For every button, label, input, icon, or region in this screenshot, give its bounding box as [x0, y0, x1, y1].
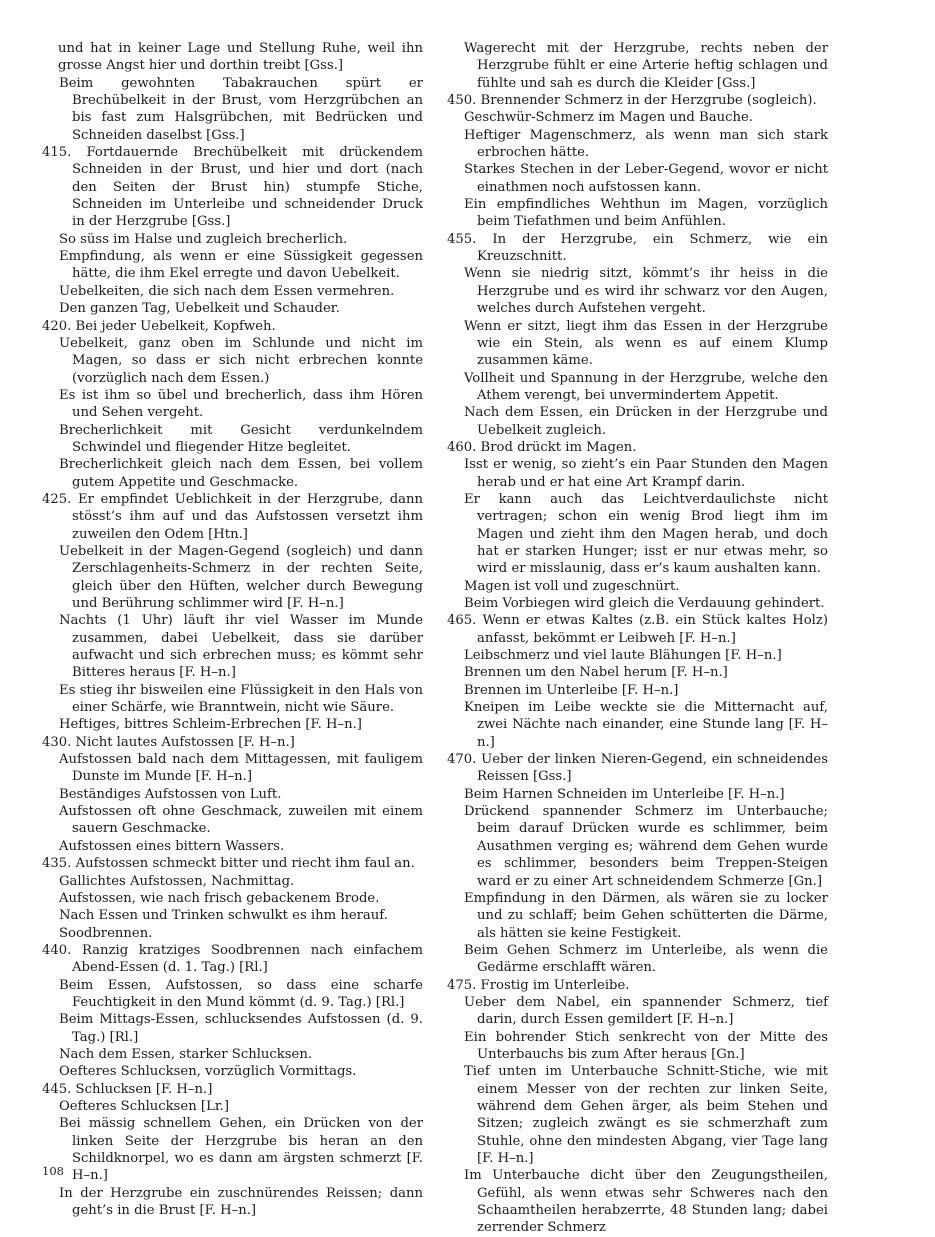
- symptom-entry: 465. Wenn er etwas Kaltes (z.B. ein Stück kaltes Holz) anfasst, bekömmt er Leibweh [F. H–n.]: [447, 613, 828, 646]
- symptom-entry: 445. Schlucksen [F. H–n.]: [42, 1081, 213, 1097]
- symptom-entry: Geschwür-Schmerz im Magen und Bauche.: [464, 110, 753, 126]
- symptom-entry: Er kann auch das Leichtverdaulichste nicht vertragen; schon ein wenig Brod liegt ihm im Magen und zieht ihm den Magen herab, und doch hat er starken Hunger; isst er nur etwas mehr, so wird er misslaunig, dass er’s kaum aushalten kann.: [464, 491, 828, 577]
- symptom-entry: Uebelkeit, ganz oben im Schlunde und nicht im Magen, so dass er sich nicht erbrechen konnte (vorzüglich nach dem Essen.): [59, 335, 423, 386]
- symptom-entry: Kneipen im Leibe weckte sie die Mitternacht auf, zwei Nächte nach einander, eine Stunde lang [F. H–n.]: [464, 700, 828, 750]
- symptom-entry: 450. Brennender Schmerz in der Herzgrube (sogleich).: [447, 93, 817, 109]
- symptom-entry: Brecherlichkeit gleich nach dem Essen, bei vollem gutem Appetite und Geschmacke.: [59, 457, 423, 490]
- symptom-entry: Wenn sie niedrig sitzt, kömmt’s ihr heiss in die Herzgrube und es wird ihr schwarz vor den Augen, welches durch Aufstehen vergeht.: [464, 266, 828, 317]
- symptom-entry: 460. Brod drückt im Magen.: [447, 439, 637, 455]
- symptom-entry: 425. Er empfindet Ueblichkeit in der Herzgrube, dann stösst’s ihm auf und das Aufstossen versetzt ihm zuweilen den Odem [Htn.]: [42, 491, 423, 542]
- symptom-entry: Ein bohrender Stich senkrecht von der Mitte des Unterbauchs bis zum After heraus [Gn.]: [464, 1029, 828, 1062]
- symptom-entry: Brecherlichkeit mit Gesicht verdunkelndem Schwindel und fliegender Hitze begleitet.: [59, 422, 423, 455]
- symptom-entry: Aufstossen oft ohne Geschmack, zuweilen mit einem sauern Geschmacke.: [59, 804, 423, 837]
- symptom-entry: Beim Vorbiegen wird gleich die Verdauung gehindert.: [464, 596, 825, 611]
- symptom-entry: Drückend spannender Schmerz im Unterbauche; beim darauf Drücken wurde es schlimmer, beim Ausathmen verging es; während dem Gehen wurde es schlimmer, besonders beim Treppen-Steigen ward er zu einer Art schneidendem Schmerze [Gn.]: [464, 804, 828, 889]
- symptom-entry: Brennen um den Nabel herum [F. H–n.]: [464, 665, 728, 681]
- symptom-entry: Ueber dem Nabel, ein spannender Schmerz, tief darin, durch Essen gemildert [F. H–n.]: [464, 994, 828, 1028]
- symptom-entry: Es stieg ihr bisweilen eine Flüssigkeit in den Hals von einer Schärfe, wie Branntwein, nicht wie Säure.: [59, 682, 423, 716]
- symptom-entry: Aufstossen, wie nach frisch gebackenem Brode.: [59, 890, 380, 906]
- symptom-entry: Isst er wenig, so zieht’s ein Paar Stunden den Magen herab und er hat eine Art Krampf darin.: [464, 457, 828, 490]
- symptom-entry: Nach dem Essen, starker Schlucksen.: [59, 1046, 313, 1062]
- symptom-entry: 475. Frostig im Unterleibe.: [447, 977, 630, 993]
- symptom-entry: Uebelkeit in der Magen-Gegend (sogleich) und dann Zerschlagenheits-Schmerz in der rechten Seite, gleich über den Hüften, welcher durch Bewegung und Berührung schlimmer wird [F. H–n.]: [59, 543, 423, 611]
- symptom-entry: Beim gewohnten Tabakrauchen spürt er Brechübelkeit in der Brust, vom Herzgrübchen an bis fast zum Halsgrübchen, mit Bedrücken und Schneiden daselbst [Gss.]: [59, 75, 423, 143]
- symptom-entry: Oefteres Schlucksen, vorzüglich Vormittags.: [59, 1064, 357, 1080]
- symptom-entry: Leibschmerz und viel laute Blähungen [F. H–n.]: [464, 648, 782, 664]
- symptom-entry: Ein empfindliches Wehthun im Magen, vorzüglich beim Tiefathmen und beim Anfühlen.: [464, 197, 828, 230]
- symptom-entry: Soodbrennen.: [59, 925, 153, 941]
- symptom-entry: Aufstossen bald nach dem Mittagessen, mit fauligem Dunste im Munde [F. H–n.]: [59, 752, 423, 785]
- symptom-entry: So süss im Halse und zugleich brecherlich.: [59, 231, 348, 247]
- symptom-entry: 455. In der Herzgrube, ein Schmerz, wie ein Kreuzschnitt.: [447, 231, 828, 265]
- symptom-entry: Vollheit und Spannung in der Herzgrube, welche den Athem verengt, bei unvermindertem Appetit.: [464, 370, 828, 403]
- symptom-entry: Wagerecht mit der Herzgrube, rechts neben der Herzgrube fühlt er eine Arterie heftig schlagen und fühlte und sah es durch die Kleider [Gss.]: [464, 41, 828, 91]
- symptom-entry: Heftiges, bittres Schleim-Erbrechen [F. H–n.]: [59, 717, 362, 733]
- symptom-entry: 430. Nicht lautes Aufstossen [F. H–n.]: [42, 734, 295, 750]
- symptom-entry: Nach Essen und Trinken schwulkt es ihm herauf.: [59, 908, 388, 924]
- symptom-entry: Tief unten im Unterbauche Schnitt-Stiche, wie mit einem Messer von der rechten zur linken Seite, während dem Gehen ärger, als beim Stehen und Sitzen; zugleich zwängt es sie schmerzhaft zum Stuhle, ohne den mindesten Abgang, vier Tage lang [F. H–n.]: [464, 1064, 828, 1166]
- symptom-entry: Uebelkeiten, die sich nach dem Essen vermehren.: [59, 283, 395, 299]
- symptom-entry: Bei mässig schnellem Gehen, ein Drücken von der linken Seite der Herzgrube bis heran an den Schildknorpel, wo es dann am ärgsten schmerzt [F. H–n.]: [59, 1116, 423, 1184]
- symptom-entry: Beim Gehen Schmerz im Unterleibe, als wenn die Gedärme erschlafft wären.: [464, 942, 828, 976]
- symptom-entry: und hat in keiner Lage und Stellung Ruhe, weil ihn grosse Angst hier und dorthin treibt [Gss.]: [58, 41, 423, 74]
- symptom-entry: Brennen im Unterleibe [F. H–n.]: [464, 682, 679, 698]
- symptom-entry: Nach dem Essen, ein Drücken in der Herzgrube und Uebelkeit zugleich.: [464, 405, 828, 438]
- symptom-entry: Beim Harnen Schneiden im Unterleibe [F. H–n.]: [464, 786, 785, 802]
- symptom-entry: Gallichtes Aufstossen, Nachmittag.: [59, 873, 295, 889]
- symptom-entry: Den ganzen Tag, Uebelkeit und Schauder.: [59, 301, 340, 317]
- symptom-entry: 435. Aufstossen schmeckt bitter und riecht ihm faul an.: [42, 856, 415, 872]
- symptom-entry: 470. Ueber der linken Nieren-Gegend, ein schneidendes Reissen [Gss.]: [447, 752, 828, 785]
- symptom-entry: Empfindung, als wenn er eine Süssigkeit gegessen hätte, die ihm Ekel erregte und davon Uebelkeit.: [59, 249, 423, 282]
- symptom-entry: Beim Essen, Aufstossen, so dass eine scharfe Feuchtigkeit in den Mund kömmt (d. 9. Tag.) [Rl.]: [59, 977, 423, 1010]
- symptom-entry: 415. Fortdauernde Brechübelkeit mit drückendem Schneiden in der Brust, und hier und dort (nach den Seiten der Brust hin) stumpfe Stiche, Schneiden im Unterleibe und schneidender Druck in der Herzgrube [Gss.]: [42, 145, 423, 230]
- symptom-entry: 440. Ranzig kratziges Soodbrennen nach einfachem Abend-Essen (d. 1. Tag.) [Rl.]: [42, 942, 423, 976]
- symptom-entry: Es ist ihm so übel und brecherlich, dass ihm Hören und Sehen vergeht.: [59, 387, 423, 421]
- right-column: [447, 40, 828, 1237]
- symptom-entry: Heftiger Magenschmerz, als wenn man sich stark erbrochen hätte.: [464, 127, 828, 161]
- symptom-entry: Oefteres Schlucksen [Lr.]: [59, 1098, 230, 1114]
- symptom-entry: Empfindung in den Därmen, als wären sie zu locker und zu schlaff; beim Gehen schütterten die Därme, als hätten sie keine Festigkeit.: [464, 890, 828, 941]
- symptom-entry: Beim Mittags-Essen, schlucksendes Aufstossen (d. 9. Tag.) [Rl.]: [59, 1012, 423, 1045]
- symptom-entry: Wenn er sitzt, liegt ihm das Essen in der Herzgrube wie ein Stein, als wenn es auf einem Klump zusammen käme.: [464, 318, 828, 369]
- symptom-entry: Aufstossen eines bittern Wassers.: [59, 838, 285, 854]
- symptom-entry: Magen ist voll und zugeschnürt.: [464, 578, 680, 594]
- symptom-entry: In der Herzgrube ein zuschnürendes Reissen; dann geht’s in die Brust [F. H–n.]: [59, 1185, 423, 1219]
- symptom-entry: Starkes Stechen in der Leber-Gegend, wovor er nicht einathmen noch aufstossen kann.: [464, 162, 828, 195]
- symptom-entry: Im Unterbauche dicht über den Zeugungstheilen, Gefühl, als wenn etwas sehr Schweres nach den Schaamtheilen herabzerrte, 48 Stunden lang; dabei zerrender Schmerz: [464, 1168, 828, 1236]
- left-column: [42, 40, 423, 1219]
- symptom-entry: 420. Bei jeder Uebelkeit, Kopfweh.: [42, 318, 276, 334]
- symptom-entry: Nachts (1 Uhr) läuft ihr viel Wasser im Munde zusammen, dabei Uebelkeit, dass sie darüber aufwacht und sich erbrechen muss; es kömmt sehr Bitteres heraus [F. H–n.]: [59, 613, 423, 681]
- symptom-entry: Beständiges Aufstossen von Luft.: [59, 786, 282, 802]
- page-number: 108: [42, 1164, 64, 1178]
